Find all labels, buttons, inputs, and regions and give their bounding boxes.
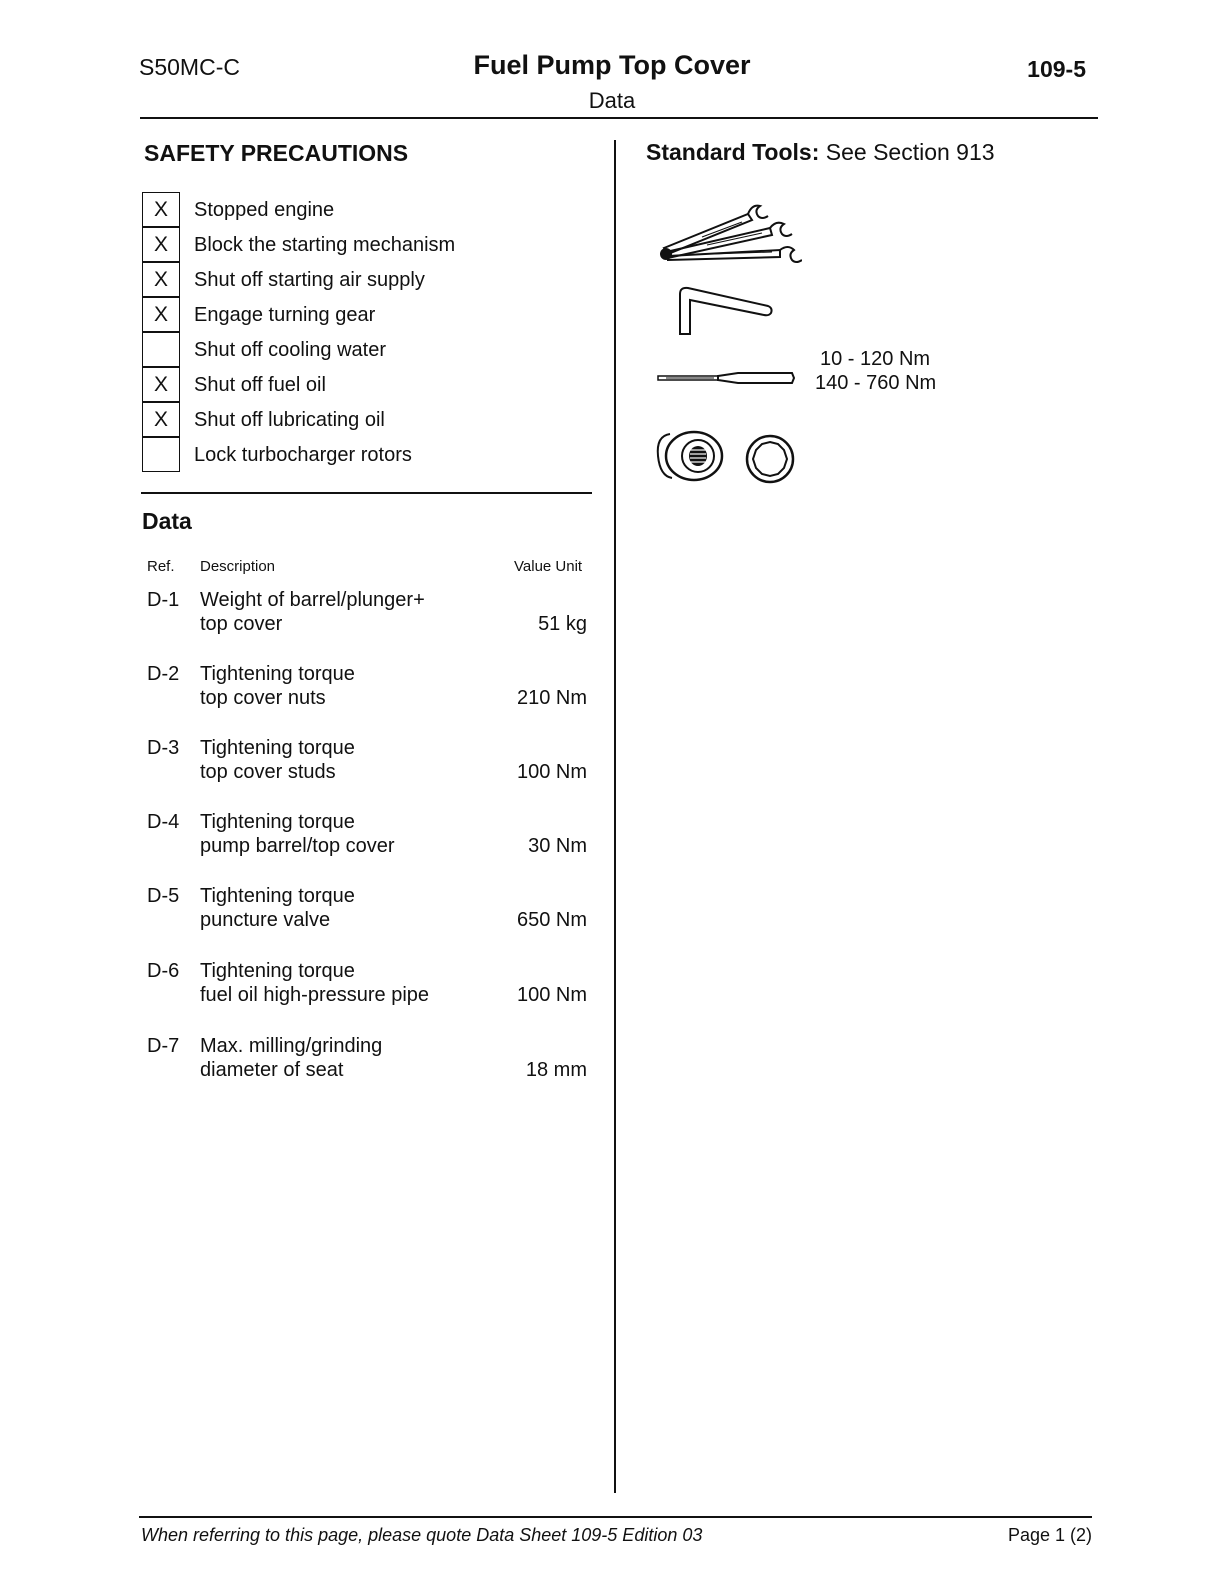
data-value: 100 Nm [516,984,587,1006]
data-ref: D-5 [147,885,180,907]
safety-item-label: Shut off lubricating oil [194,409,385,431]
data-description-line1: Tightening torque [200,885,355,907]
safety-item-label: Engage turning gear [194,304,376,326]
data-value: 210 Nm [516,687,587,709]
torque-wrench-icon [656,368,798,388]
safety-title: SAFETY PRECAUTIONS [144,140,409,166]
column-header-description: Description [200,558,276,575]
safety-item-label: Shut off starting air supply [194,269,425,291]
safety-checkbox: X [142,297,180,332]
safety-checkbox [142,332,180,367]
page-title: Fuel Pump Top Cover [473,50,751,80]
data-description-line2: puncture valve [200,909,331,931]
data-description-line2: diameter of seat [200,1059,344,1081]
data-description-line2: top cover studs [200,761,336,783]
spanner-set-icon [652,200,802,272]
data-value: 30 Nm [528,835,587,857]
safety-checklist [142,193,582,473]
data-description-line1: Tightening torque [200,737,355,759]
safety-checkbox: X [142,192,180,227]
safety-item-label: Shut off cooling water [194,339,386,361]
data-ref: D-6 [147,960,180,982]
data-ref: D-2 [147,663,180,685]
tools-title-label: Standard Tools: [646,139,820,165]
footer-page-number: Page 1 (2) [1007,1525,1092,1545]
data-value: 51 kg [538,613,587,635]
header-rule [140,117,1098,119]
column-header-value-unit: Value Unit [514,558,583,575]
safety-rule [141,492,592,494]
safety-item [142,263,582,298]
data-row [0,737,600,797]
safety-item [142,368,582,403]
safety-item [142,403,582,438]
tools-title [646,139,995,166]
safety-item-label: Block the starting mechanism [194,234,456,256]
data-value: 100 Nm [516,761,587,783]
safety-item [142,298,582,333]
footer-rule [139,1516,1092,1518]
ring-spanner-icon [744,433,796,485]
data-ref: D-1 [147,589,180,611]
allen-key-icon [676,284,776,338]
data-description-line1: Tightening torque [200,960,355,982]
tools-title-reference: See Section 913 [819,139,995,165]
data-description-line1: Tightening torque [200,811,355,833]
safety-checkbox: X [142,402,180,437]
data-ref: D-7 [147,1035,180,1057]
safety-checkbox: X [142,367,180,402]
data-row [0,1035,600,1095]
safety-item-label: Stopped engine [194,199,335,221]
data-row [0,885,600,945]
data-description-line1: Tightening torque [200,663,355,685]
safety-checkbox [142,437,180,472]
data-ref: D-4 [147,811,180,833]
data-value: 18 mm [525,1059,587,1081]
data-row [0,960,600,1020]
data-row [0,811,600,871]
safety-item [142,333,582,368]
safety-item-label: Shut off fuel oil [194,374,326,396]
safety-item [142,438,582,473]
data-row [0,589,600,649]
safety-item [142,228,582,263]
safety-item [142,193,582,228]
data-row [0,663,600,723]
data-title: Data [142,508,192,534]
data-description-line1: Max. milling/grinding [200,1035,383,1057]
safety-item-label: Lock turbocharger rotors [194,444,412,466]
safety-checkbox: X [142,227,180,262]
sheet-number: 109-5 [1027,56,1086,82]
data-value: 650 Nm [516,909,587,931]
data-description-line2: pump barrel/top cover [200,835,395,857]
torque-range-large: 140 - 760 Nm [815,372,937,394]
safety-checkbox: X [142,262,180,297]
data-description-line2: top cover [200,613,283,635]
data-description-line2: top cover nuts [200,687,326,709]
column-divider [614,140,616,1493]
column-header-ref: Ref. [147,558,175,575]
page-subtitle: Data [588,88,636,113]
data-ref: D-3 [147,737,180,759]
socket-icon [654,428,726,484]
data-description-line2: fuel oil high-pressure pipe [200,984,430,1006]
engine-model: S50MC-C [139,54,240,80]
torque-range-small: 10 - 120 Nm [820,348,931,370]
footer-note: When referring to this page, please quote Data Sheet 109-5 Edition 03 [141,1525,703,1545]
data-description-line1: Weight of barrel/plunger+ [200,589,425,611]
